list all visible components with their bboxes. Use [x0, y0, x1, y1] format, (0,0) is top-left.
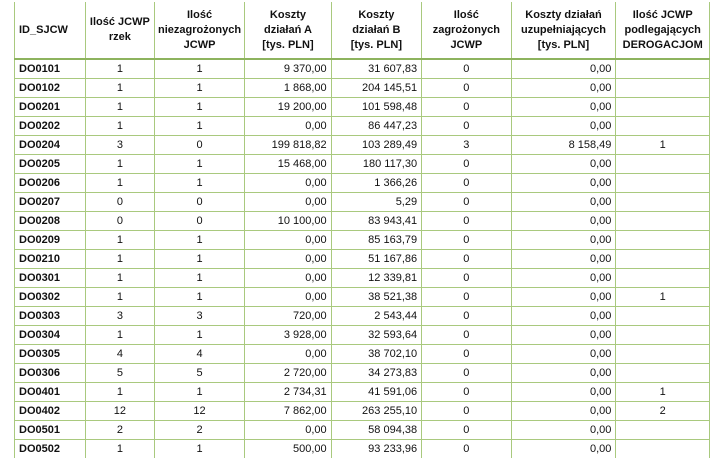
cell-koszty-b: 103 289,49 [331, 136, 421, 155]
cell-koszty-a: 2 734,31 [245, 383, 331, 402]
table-row [15, 212, 710, 231]
cell-koszty-a: 0,00 [245, 193, 331, 212]
header-id-sjcw: ID_SJCW [15, 2, 86, 59]
header-ilosc-zagrozonych: Ilość zagrożonych JCWP [422, 2, 511, 59]
cell-koszty-uzupelniajacych: 0,00 [511, 98, 616, 117]
cell-koszty-b: 93 233,96 [331, 440, 421, 459]
cell-koszty-uzupelniajacych: 0,00 [511, 250, 616, 269]
cell-derogacje [616, 421, 710, 440]
data-table [14, 2, 710, 458]
cell-ilosc-jcwp-rzek: 4 [85, 345, 154, 364]
cell-ilosc-niezagrozonych: 1 [154, 98, 244, 117]
cell-derogacje [616, 440, 710, 459]
cell-koszty-a: 1 868,00 [245, 79, 331, 98]
table-row [15, 307, 710, 326]
cell-ilosc-jcwp-rzek: 3 [85, 307, 154, 326]
cell-id-sjcw: DO0102 [15, 79, 86, 98]
cell-id-sjcw: DO0301 [15, 269, 86, 288]
cell-koszty-b: 85 163,79 [331, 231, 421, 250]
header-derogacje: Ilość JCWP podlegających DEROGACJOM [616, 2, 710, 59]
cell-koszty-uzupelniajacych: 0,00 [511, 59, 616, 79]
cell-derogacje [616, 231, 710, 250]
cell-derogacje: 1 [616, 383, 710, 402]
cell-koszty-uzupelniajacych: 0,00 [511, 288, 616, 307]
table-row [15, 345, 710, 364]
cell-ilosc-jcwp-rzek: 1 [85, 288, 154, 307]
table-row [15, 231, 710, 250]
cell-ilosc-niezagrozonych: 1 [154, 383, 244, 402]
cell-derogacje: 1 [616, 136, 710, 155]
cell-ilosc-niezagrozonych: 5 [154, 364, 244, 383]
table-row [15, 440, 710, 459]
cell-ilosc-zagrozonych: 0 [422, 326, 511, 345]
cell-id-sjcw: DO0206 [15, 174, 86, 193]
cell-ilosc-zagrozonych: 0 [422, 307, 511, 326]
cell-derogacje [616, 250, 710, 269]
cell-id-sjcw: DO0205 [15, 155, 86, 174]
cell-ilosc-zagrozonych: 0 [422, 155, 511, 174]
cell-id-sjcw: DO0304 [15, 326, 86, 345]
cell-id-sjcw: DO0210 [15, 250, 86, 269]
cell-ilosc-jcwp-rzek: 1 [85, 174, 154, 193]
cell-koszty-uzupelniajacych: 0,00 [511, 440, 616, 459]
cell-ilosc-niezagrozonych: 1 [154, 269, 244, 288]
table-row [15, 326, 710, 345]
cell-koszty-uzupelniajacych: 0,00 [511, 383, 616, 402]
cell-ilosc-jcwp-rzek: 1 [85, 250, 154, 269]
cell-koszty-a: 7 862,00 [245, 402, 331, 421]
cell-ilosc-niezagrozonych: 1 [154, 231, 244, 250]
cell-ilosc-zagrozonych: 0 [422, 174, 511, 193]
table-container [14, 2, 710, 458]
cell-derogacje [616, 59, 710, 79]
cell-koszty-uzupelniajacych: 0,00 [511, 212, 616, 231]
cell-ilosc-niezagrozonych: 1 [154, 250, 244, 269]
cell-ilosc-niezagrozonych: 1 [154, 288, 244, 307]
table-row [15, 383, 710, 402]
cell-ilosc-jcwp-rzek: 1 [85, 79, 154, 98]
cell-derogacje [616, 307, 710, 326]
cell-koszty-b: 2 543,44 [331, 307, 421, 326]
cell-koszty-a: 720,00 [245, 307, 331, 326]
cell-ilosc-niezagrozonych: 0 [154, 212, 244, 231]
cell-koszty-uzupelniajacych: 0,00 [511, 345, 616, 364]
cell-koszty-b: 83 943,41 [331, 212, 421, 231]
cell-id-sjcw: DO0303 [15, 307, 86, 326]
table-header [15, 2, 710, 59]
cell-koszty-b: 58 094,38 [331, 421, 421, 440]
cell-ilosc-zagrozonych: 0 [422, 288, 511, 307]
cell-koszty-a: 0,00 [245, 117, 331, 136]
cell-derogacje [616, 345, 710, 364]
cell-ilosc-niezagrozonych: 12 [154, 402, 244, 421]
cell-koszty-b: 34 273,83 [331, 364, 421, 383]
cell-ilosc-jcwp-rzek: 0 [85, 193, 154, 212]
cell-koszty-a: 2 720,00 [245, 364, 331, 383]
cell-koszty-uzupelniajacych: 0,00 [511, 421, 616, 440]
cell-id-sjcw: DO0202 [15, 117, 86, 136]
cell-koszty-uzupelniajacych: 8 158,49 [511, 136, 616, 155]
cell-koszty-b: 38 521,38 [331, 288, 421, 307]
cell-koszty-a: 15 468,00 [245, 155, 331, 174]
cell-ilosc-zagrozonych: 0 [422, 212, 511, 231]
header-ilosc-jcwp-rzek: Ilość JCWP rzek [85, 2, 154, 59]
cell-id-sjcw: DO0306 [15, 364, 86, 383]
cell-ilosc-jcwp-rzek: 1 [85, 326, 154, 345]
cell-koszty-uzupelniajacych: 0,00 [511, 364, 616, 383]
cell-koszty-uzupelniajacych: 0,00 [511, 326, 616, 345]
cell-ilosc-jcwp-rzek: 5 [85, 364, 154, 383]
cell-ilosc-jcwp-rzek: 1 [85, 383, 154, 402]
header-koszty-uzupelniajacych: Koszty działań uzupełniających [tys. PLN] [511, 2, 616, 59]
cell-ilosc-zagrozonych: 3 [422, 136, 511, 155]
cell-ilosc-zagrozonych: 0 [422, 117, 511, 136]
cell-koszty-a: 0,00 [245, 174, 331, 193]
cell-koszty-uzupelniajacych: 0,00 [511, 231, 616, 250]
header-koszty-a: Koszty działań A [tys. PLN] [245, 2, 331, 59]
cell-koszty-b: 32 593,64 [331, 326, 421, 345]
cell-koszty-a: 0,00 [245, 345, 331, 364]
header-row [15, 2, 710, 59]
cell-koszty-uzupelniajacych: 0,00 [511, 307, 616, 326]
cell-koszty-a: 0,00 [245, 421, 331, 440]
cell-koszty-b: 51 167,86 [331, 250, 421, 269]
cell-koszty-a: 10 100,00 [245, 212, 331, 231]
table-row [15, 269, 710, 288]
cell-ilosc-niezagrozonych: 3 [154, 307, 244, 326]
cell-ilosc-jcwp-rzek: 1 [85, 440, 154, 459]
table-row [15, 364, 710, 383]
cell-derogacje [616, 212, 710, 231]
cell-koszty-uzupelniajacych: 0,00 [511, 155, 616, 174]
cell-derogacje: 1 [616, 288, 710, 307]
cell-koszty-b: 31 607,83 [331, 59, 421, 79]
table-row [15, 250, 710, 269]
cell-id-sjcw: DO0201 [15, 98, 86, 117]
cell-id-sjcw: DO0208 [15, 212, 86, 231]
cell-ilosc-niezagrozonych: 1 [154, 59, 244, 79]
cell-ilosc-niezagrozonych: 1 [154, 79, 244, 98]
cell-koszty-uzupelniajacych: 0,00 [511, 269, 616, 288]
cell-id-sjcw: DO0209 [15, 231, 86, 250]
cell-koszty-a: 0,00 [245, 269, 331, 288]
table-row [15, 155, 710, 174]
cell-ilosc-zagrozonych: 0 [422, 421, 511, 440]
cell-ilosc-niezagrozonych: 2 [154, 421, 244, 440]
cell-koszty-a: 0,00 [245, 250, 331, 269]
cell-ilosc-jcwp-rzek: 12 [85, 402, 154, 421]
cell-ilosc-jcwp-rzek: 1 [85, 59, 154, 79]
cell-koszty-b: 1 366,26 [331, 174, 421, 193]
cell-derogacje [616, 174, 710, 193]
cell-ilosc-zagrozonych: 0 [422, 345, 511, 364]
cell-ilosc-zagrozonych: 0 [422, 79, 511, 98]
cell-ilosc-jcwp-rzek: 2 [85, 421, 154, 440]
cell-koszty-a: 0,00 [245, 231, 331, 250]
cell-koszty-b: 41 591,06 [331, 383, 421, 402]
cell-ilosc-zagrozonych: 0 [422, 250, 511, 269]
cell-id-sjcw: DO0207 [15, 193, 86, 212]
cell-ilosc-zagrozonych: 0 [422, 440, 511, 459]
cell-ilosc-jcwp-rzek: 1 [85, 231, 154, 250]
cell-ilosc-zagrozonych: 0 [422, 364, 511, 383]
cell-id-sjcw: DO0502 [15, 440, 86, 459]
cell-koszty-a: 9 370,00 [245, 59, 331, 79]
table-row [15, 59, 710, 79]
cell-ilosc-niezagrozonych: 0 [154, 136, 244, 155]
cell-ilosc-jcwp-rzek: 1 [85, 98, 154, 117]
cell-koszty-a: 500,00 [245, 440, 331, 459]
cell-ilosc-zagrozonych: 0 [422, 59, 511, 79]
cell-derogacje [616, 98, 710, 117]
cell-ilosc-niezagrozonych: 1 [154, 326, 244, 345]
cell-derogacje [616, 117, 710, 136]
cell-koszty-a: 3 928,00 [245, 326, 331, 345]
table-row [15, 136, 710, 155]
table-row [15, 79, 710, 98]
cell-koszty-b: 263 255,10 [331, 402, 421, 421]
table-row [15, 288, 710, 307]
cell-id-sjcw: DO0402 [15, 402, 86, 421]
cell-ilosc-jcwp-rzek: 1 [85, 155, 154, 174]
cell-ilosc-zagrozonych: 0 [422, 193, 511, 212]
cell-koszty-uzupelniajacych: 0,00 [511, 402, 616, 421]
cell-derogacje [616, 326, 710, 345]
table-row [15, 117, 710, 136]
cell-ilosc-niezagrozonych: 1 [154, 117, 244, 136]
cell-derogacje [616, 193, 710, 212]
cell-ilosc-niezagrozonych: 4 [154, 345, 244, 364]
table-row [15, 174, 710, 193]
table-row [15, 98, 710, 117]
cell-koszty-b: 101 598,48 [331, 98, 421, 117]
cell-ilosc-zagrozonych: 0 [422, 383, 511, 402]
cell-id-sjcw: DO0501 [15, 421, 86, 440]
cell-ilosc-niezagrozonych: 0 [154, 193, 244, 212]
cell-ilosc-jcwp-rzek: 1 [85, 117, 154, 136]
cell-ilosc-niezagrozonych: 1 [154, 174, 244, 193]
cell-ilosc-jcwp-rzek: 0 [85, 212, 154, 231]
cell-derogacje [616, 364, 710, 383]
cell-koszty-b: 38 702,10 [331, 345, 421, 364]
cell-ilosc-niezagrozonych: 1 [154, 155, 244, 174]
cell-derogacje: 2 [616, 402, 710, 421]
cell-koszty-b: 180 117,30 [331, 155, 421, 174]
cell-koszty-b: 5,29 [331, 193, 421, 212]
cell-id-sjcw: DO0401 [15, 383, 86, 402]
cell-koszty-uzupelniajacych: 0,00 [511, 193, 616, 212]
cell-ilosc-zagrozonych: 0 [422, 98, 511, 117]
cell-id-sjcw: DO0101 [15, 59, 86, 79]
cell-koszty-b: 12 339,81 [331, 269, 421, 288]
table-row [15, 421, 710, 440]
cell-koszty-uzupelniajacych: 0,00 [511, 117, 616, 136]
table-row [15, 193, 710, 212]
cell-id-sjcw: DO0302 [15, 288, 86, 307]
cell-ilosc-niezagrozonych: 1 [154, 440, 244, 459]
header-ilosc-niezagrozonych: Ilość niezagrożonych JCWP [154, 2, 244, 59]
cell-ilosc-zagrozonych: 0 [422, 269, 511, 288]
cell-ilosc-jcwp-rzek: 1 [85, 269, 154, 288]
cell-koszty-a: 0,00 [245, 288, 331, 307]
cell-ilosc-zagrozonych: 0 [422, 402, 511, 421]
cell-koszty-a: 19 200,00 [245, 98, 331, 117]
cell-koszty-uzupelniajacych: 0,00 [511, 174, 616, 193]
cell-koszty-a: 199 818,82 [245, 136, 331, 155]
cell-ilosc-jcwp-rzek: 3 [85, 136, 154, 155]
cell-ilosc-zagrozonych: 0 [422, 231, 511, 250]
cell-derogacje [616, 155, 710, 174]
cell-derogacje [616, 269, 710, 288]
table-body [15, 59, 710, 458]
cell-derogacje [616, 79, 710, 98]
cell-id-sjcw: DO0204 [15, 136, 86, 155]
cell-koszty-uzupelniajacych: 0,00 [511, 79, 616, 98]
cell-id-sjcw: DO0305 [15, 345, 86, 364]
cell-koszty-b: 204 145,51 [331, 79, 421, 98]
header-koszty-b: Koszty działań B [tys. PLN] [331, 2, 421, 59]
table-row [15, 402, 710, 421]
cell-koszty-b: 86 447,23 [331, 117, 421, 136]
